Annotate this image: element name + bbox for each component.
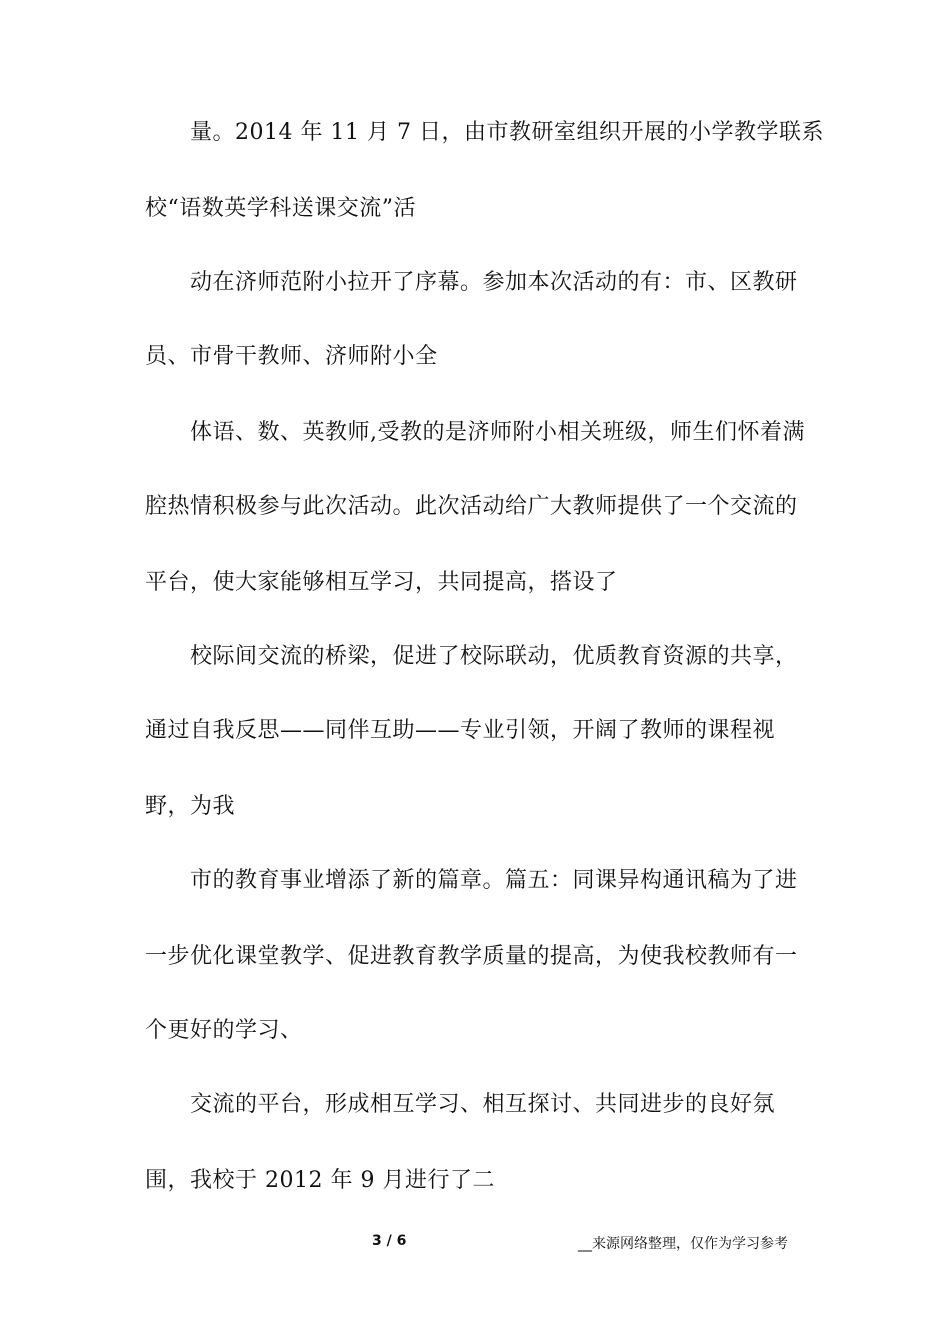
source-note: __来源网络整理，仅作为学习参考 [578,1236,788,1252]
paragraph-line: 员、市骨干教师、济师附小全 [145,344,438,369]
page-number: 3 / 6 [372,1233,407,1249]
paragraph-line: 野，为我 [145,794,236,819]
paragraph-line: 市的教育事业增添了新的篇章。篇五：同课异构通讯稿为了进 [190,868,798,893]
paragraph-line: 围，我校于 2012 年 9 月进行了二 [145,1168,495,1193]
paragraph-line: 量。2014 年 11 月 7 日，由市教研室组织开展的小学教学联系 [190,120,824,145]
paragraph-line: 校“语数英学科送课交流”活 [145,196,416,221]
paragraph-line: 体语、数、英教师,受教的是济师附小相关班级，师生们怀着满 [190,420,805,445]
paragraph-line: 交流的平台，形成相互学习、相互探讨、共同进步的良好氛 [190,1092,776,1117]
paragraph-line: 平台，使大家能够相互学习，共同提高，搭设了 [145,570,618,595]
paragraph-line: 一步优化课堂教学、促进教育教学质量的提高，为使我校教师有一 [145,944,798,969]
paragraph-line: 校际间交流的桥梁，促进了校际联动，优质教育资源的共享， [190,644,798,669]
paragraph-line: 腔热情积极参与此次活动。此次活动给广大教师提供了一个交流的 [145,494,798,519]
paragraph-line: 动在济师范附小拉开了序幕。参加本次活动的有：市、区教研 [190,270,798,295]
paragraph-line: 通过自我反思——同伴互助——专业引领，开阔了教师的课程视 [145,718,776,743]
paragraph-line: 个更好的学习、 [145,1018,303,1043]
